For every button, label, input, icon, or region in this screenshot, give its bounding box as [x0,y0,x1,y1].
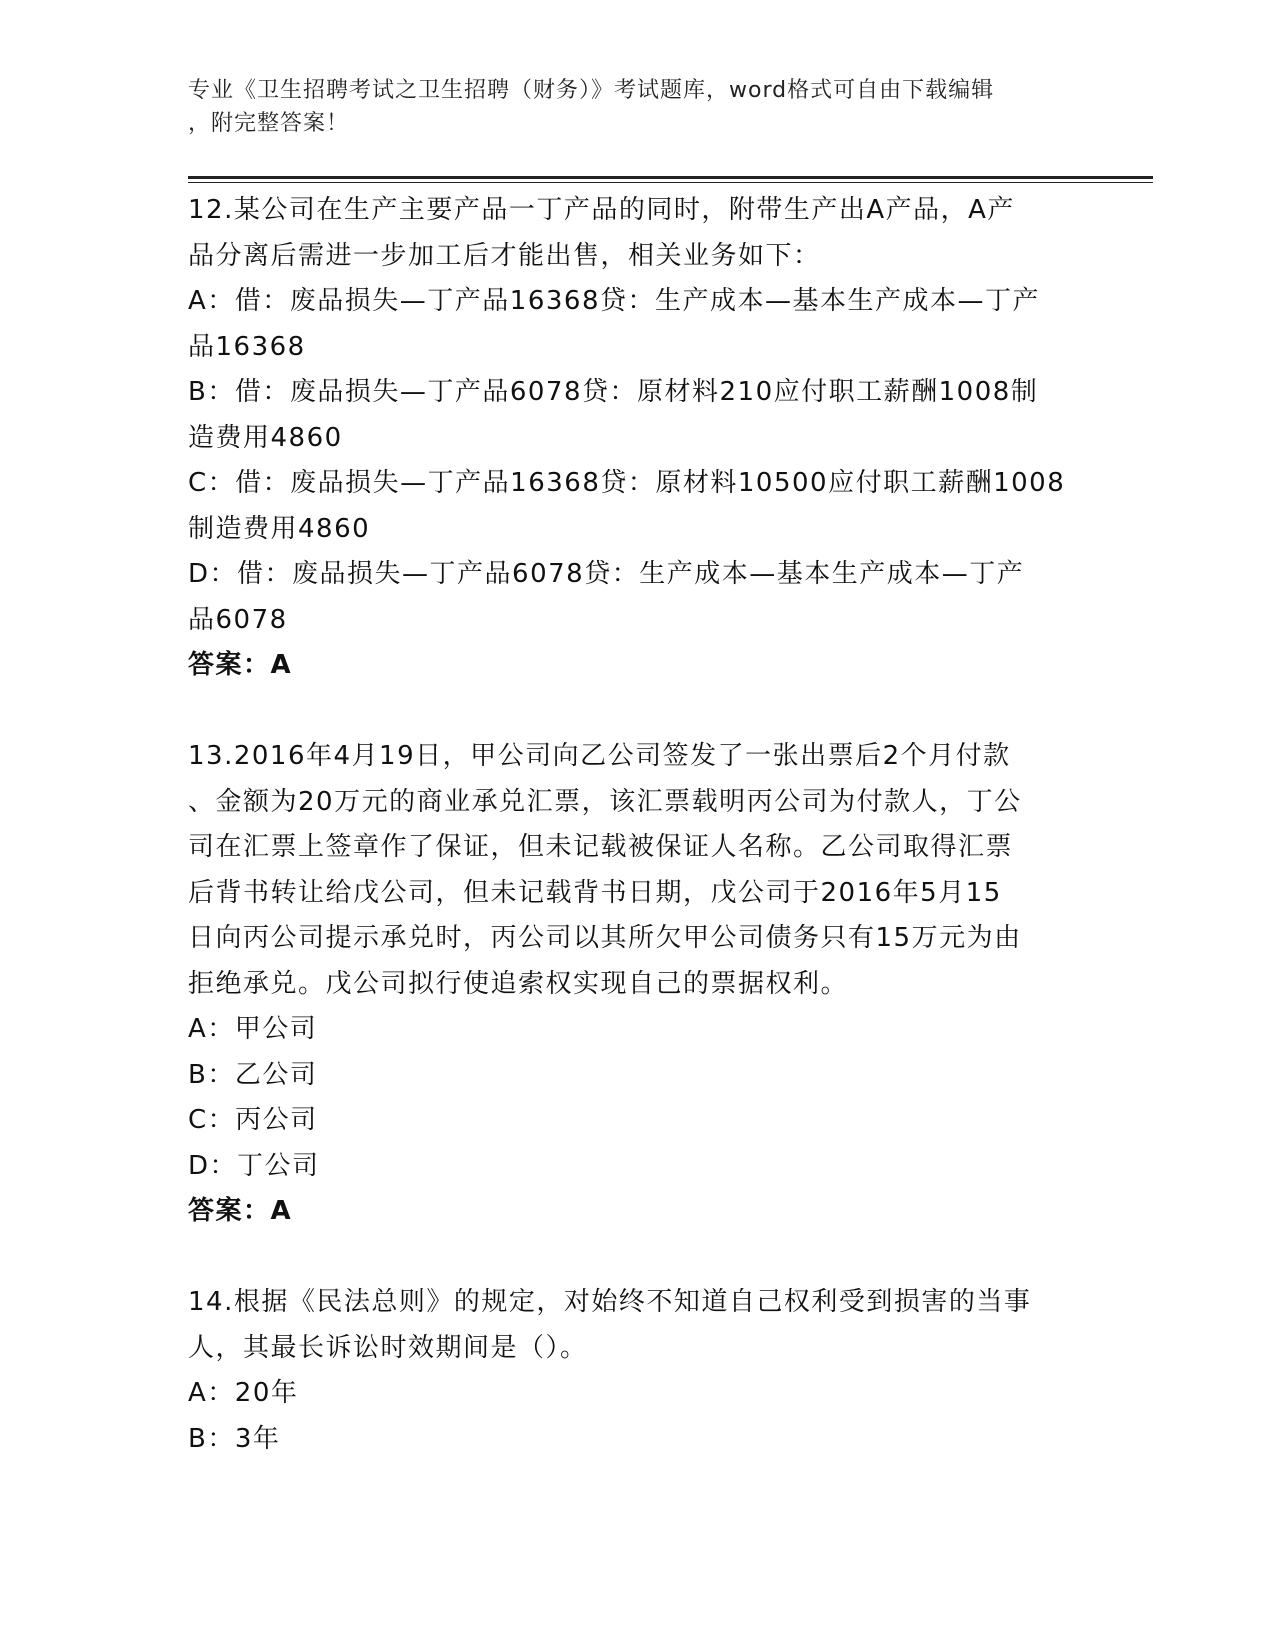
answer-label: 答案：A [188,1196,293,1226]
option-b-line: B：3年 [188,1423,281,1454]
option-c-line: C：丙公司 [188,1105,318,1135]
question-list [188,188,1088,1462]
header-divider-thick [188,176,1153,179]
question-13 [188,734,1088,1235]
question-14 [188,1280,1088,1462]
spacer [188,689,1088,735]
question-12 [188,188,1088,689]
option-b-line: 造费用4860 [188,422,343,453]
question-stem-line: 12.某公司在生产主要产品一丁产品的同时，附带生产出A产品，A产 [188,195,1015,225]
option-a-line: A：借：废品损失—丁产品16368贷：生产成本—基本生产成本—丁产 [188,286,1040,316]
question-stem-line: 后背书转让给戊公司，但未记载背书日期，戊公司于2016年5月15 [188,877,1002,908]
question-stem-line: 14.根据《民法总则》的规定，对始终不知道自己权利受到损害的当事 [188,1287,1032,1317]
question-stem-line: 、金额为20万元的商业承兑汇票，该汇票载明丙公司为付款人，丁公 [188,786,1022,817]
spacer [188,1235,1088,1281]
header-divider-thin [188,182,1153,183]
option-d-line: 品6078 [188,604,288,635]
question-stem-line: 人，其最长诉讼时效期间是（）。 [188,1332,588,1363]
option-c-line: C：借：废品损失—丁产品16368贷：原材料10500应付职工薪酬1008 [188,468,1066,498]
option-a-line: 品16368 [188,331,306,362]
question-stem-line: 司在汇票上签章作了保证，但未记载被保证人名称。乙公司取得汇票 [188,832,1014,862]
option-a-line: A：甲公司 [188,1014,318,1044]
option-d-line: D：丁公司 [188,1150,320,1181]
question-stem-line: 日向丙公司提示承兑时，丙公司以其所欠甲公司债务只有15万元为由 [188,923,1022,953]
answer-label: 答案：A [188,650,293,680]
question-stem-line: 拒绝承兑。戊公司拟行使追索权实现自己的票据权利。 [188,968,849,999]
option-a-line: A：20年 [188,1378,299,1408]
option-d-line: D：借：废品损失—丁产品6078贷：生产成本—基本生产成本—丁产 [188,559,1025,589]
option-b-line: B：借：废品损失—丁产品6078贷：原材料210应付职工薪酬1008制 [188,377,1039,407]
question-stem-line: 13.2016年4月19日，甲公司向乙公司签发了一张出票后2个月付款 [188,741,1011,771]
option-b-line: B：乙公司 [188,1059,318,1090]
page-header [188,74,1068,140]
option-c-line: 制造费用4860 [188,513,371,544]
header-line-1: 专业《卫生招聘考试之卫生招聘（财务）》考试题库，word格式可自由下载编辑 [188,78,995,103]
header-line-2: ，附完整答案！ [188,111,350,136]
question-stem-line: 品分离后需进一步加工后才能出售，相关业务如下： [188,240,821,271]
